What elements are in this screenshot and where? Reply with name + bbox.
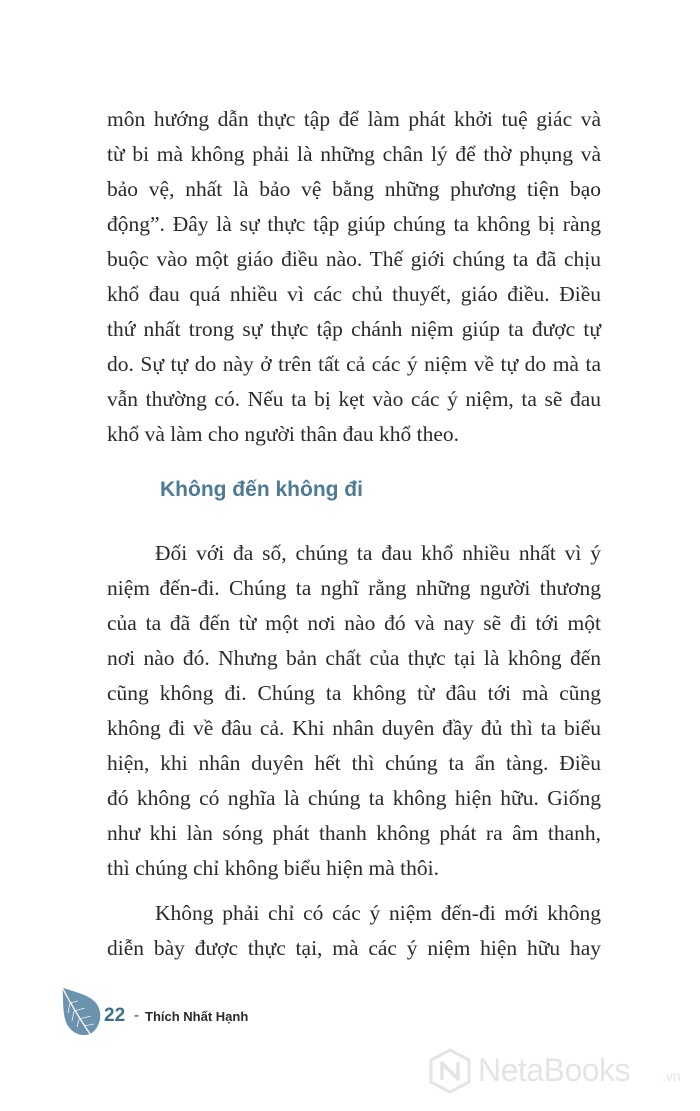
text-line: như khi làn sóng phát thanh không phát ra âm thanh,	[107, 821, 601, 845]
text-line: khổ và làm cho người thân đau khổ theo.	[107, 422, 460, 446]
text-line: của ta đã đến từ một nơi nào đó và nay sẽ đi tới một	[107, 611, 601, 635]
book-author: Thích Nhất Hạnh	[145, 1009, 249, 1024]
text-line: buộc vào một giáo điều nào. Thế giới chúng ta đã chịu	[107, 247, 601, 271]
paragraph-1	[107, 102, 601, 452]
text-line: Không phải chỉ có các ý niệm đến-đi mới không	[155, 901, 601, 925]
text-line: thì chúng chỉ không biểu hiện mà thôi.	[107, 856, 440, 880]
paragraph-3	[107, 896, 601, 966]
text-line: từ bi mà không phải là những chân lý để thờ phụng và	[107, 142, 601, 166]
text-line: niệm đến-đi. Chúng ta nghĩ rằng những người thương	[107, 576, 601, 600]
watermark-text: NetaBooks	[478, 1052, 631, 1088]
text-line: khổ đau quá nhiều vì các chủ thuyết, giáo điều. Điều	[107, 282, 601, 306]
footer-separator: -	[134, 1007, 139, 1024]
text-line: thứ nhất trong sự thực tập chánh niệm giúp ta được tự	[107, 317, 601, 341]
text-line: không đi về đâu cả. Khi nhân duyên đầy đủ thì ta biểu	[107, 716, 601, 740]
text-line: hiện, khi nhân duyên hết thì chúng ta ẩn tàng. Điều	[107, 751, 601, 775]
netabooks-logo-icon	[428, 1048, 472, 1094]
text-line: đó không có nghĩa là chúng ta không hiện hữu. Giống	[107, 786, 601, 810]
paragraph-2	[107, 536, 601, 886]
text-line: do. Sự tự do này ở trên tất cả các ý niệm về tự do mà ta	[107, 352, 601, 376]
text-line: nơi nào đó. Nhưng bản chất của thực tại là không đến	[107, 646, 601, 670]
watermark-suffix: .vn	[662, 1068, 681, 1084]
text-line: động”. Đây là sự thực tập giúp chúng ta không bị ràng	[107, 212, 601, 236]
section-heading: Không đến không đi	[160, 478, 363, 501]
page-number: 22	[104, 1005, 126, 1026]
page-footer	[58, 985, 358, 1045]
text-line: bảo vệ, nhất là bảo vệ bằng những phương tiện bạo	[107, 177, 601, 201]
text-line: diễn bày được thực tại, mà các ý niệm hiện hữu hay	[107, 936, 601, 960]
bodhi-leaf-icon	[58, 985, 104, 1037]
text-line: môn hướng dẫn thực tập để làm phát khởi tuệ giác và	[107, 107, 601, 131]
text-line: Đối với đa số, chúng ta đau khổ nhiều nhất vì ý	[155, 541, 601, 565]
text-line: cũng không đi. Chúng ta không từ đâu tới mà cũng	[107, 681, 601, 705]
watermark	[428, 1046, 690, 1098]
text-line: vẫn thường có. Nếu ta bị kẹt vào các ý niệm, ta sẽ đau	[107, 387, 601, 411]
